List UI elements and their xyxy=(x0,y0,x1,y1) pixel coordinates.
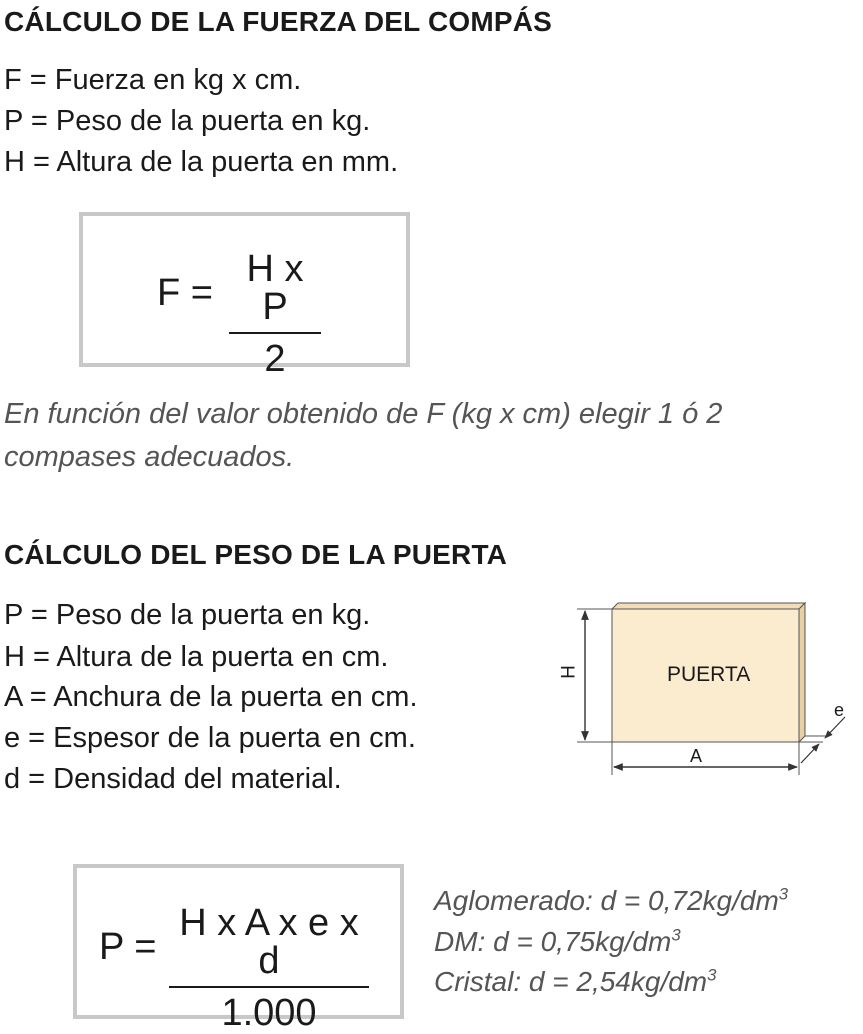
density-dm xyxy=(434,926,681,958)
definition-h2: H = Altura de la puerta en cm. xyxy=(4,641,389,673)
note-line-2: compases adecuados. xyxy=(4,441,295,473)
density-aglomerado xyxy=(434,885,788,917)
definition-d: d = Densidad del material. xyxy=(4,763,342,795)
formula-denominator: 2 xyxy=(264,338,286,380)
definition-a: A = Anchura de la puerta en cm. xyxy=(4,681,418,713)
formula-lhs: F = xyxy=(157,272,213,314)
section-title-peso: CÁLCULO DEL PESO DE LA PUERTA xyxy=(4,539,508,570)
formula-numerator-peso: H x A x e x d xyxy=(179,902,359,982)
formula-denominator-peso: 1.000 xyxy=(221,992,317,1034)
density-cristal-exp: 3 xyxy=(707,965,717,985)
formula-box-fuerza xyxy=(79,212,410,380)
fraction-bar xyxy=(229,332,321,334)
formula-lhs-peso: P = xyxy=(99,926,157,968)
width-label: A xyxy=(690,746,703,766)
density-aglomerado-exp: 3 xyxy=(778,884,789,904)
formula-fraction-peso xyxy=(169,904,369,1032)
height-label: H xyxy=(555,665,577,679)
formula-box-peso xyxy=(73,864,404,1034)
density-cristal xyxy=(434,966,716,998)
door-diagram-labels xyxy=(555,595,860,785)
thickness-label: e xyxy=(834,700,845,720)
note-line-1: En función del valor obtenido de F (kg x cm) elegir 1 ó 2 xyxy=(4,398,723,430)
door-label: PUERTA xyxy=(667,663,751,686)
formula-numerator: H x P xyxy=(246,248,304,328)
definition-h: H = Altura de la puerta en mm. xyxy=(4,146,399,178)
density-dm-text: DM: d = 0,75kg/dm xyxy=(434,926,672,957)
definition-f: F = Fuerza en kg x cm. xyxy=(4,64,302,96)
definition-p: P = Peso de la puerta en kg. xyxy=(4,105,371,137)
definition-p2: P = Peso de la puerta en kg. xyxy=(4,599,371,631)
definition-e: e = Espesor de la puerta en cm. xyxy=(4,722,416,754)
formula-fraction xyxy=(229,250,321,378)
section-title-fuerza: CÁLCULO DE LA FUERZA DEL COMPÁS xyxy=(4,6,553,37)
density-aglomerado-text: Aglomerado: d = 0,72kg/dm xyxy=(434,885,779,916)
density-dm-exp: 3 xyxy=(671,925,681,945)
density-cristal-text: Cristal: d = 2,54kg/dm xyxy=(434,966,708,997)
fraction-bar-peso xyxy=(169,986,369,988)
